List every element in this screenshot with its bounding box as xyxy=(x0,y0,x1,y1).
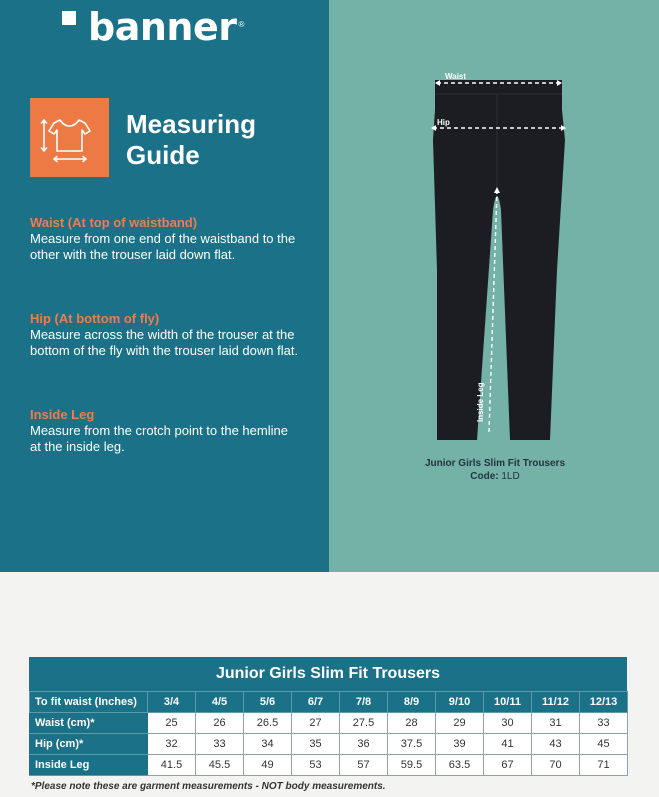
table-cell: 57 xyxy=(340,755,388,776)
row-label: To fit waist (Inches) xyxy=(30,692,148,713)
table-cell: 45 xyxy=(580,734,628,755)
table-cell: 49 xyxy=(244,755,292,776)
table-cell: 31 xyxy=(532,713,580,734)
waist-instruction-text: Measure from one end of the waistband to the other with the trouser laid down flat. xyxy=(30,231,296,262)
hip-instruction-text: Measure across the width of the trouser at the bottom of the fly with the trouser laid down flat. xyxy=(30,327,299,358)
hip-arrow-left xyxy=(431,125,436,131)
trousers-diagram xyxy=(425,70,575,450)
table-cell: 33 xyxy=(196,734,244,755)
table-cell: 41 xyxy=(484,734,532,755)
waist-instruction-title: Waist (At top of waistband) xyxy=(30,215,198,230)
table-cell: 7/8 xyxy=(340,692,388,713)
size-header-row xyxy=(30,692,628,713)
table-cell: 29 xyxy=(436,713,484,734)
product-code-label: Code: xyxy=(470,471,499,482)
title-line-1: Measuring xyxy=(126,109,257,139)
table-cell: 11/12 xyxy=(532,692,580,713)
table-cell: 6/7 xyxy=(292,692,340,713)
size-chart xyxy=(29,657,627,776)
table-cell: 27.5 xyxy=(340,713,388,734)
logo-square-mark xyxy=(62,11,76,25)
table-cell: 3/4 xyxy=(148,692,196,713)
table-cell: 10/11 xyxy=(484,692,532,713)
table-cell: 26.5 xyxy=(244,713,292,734)
garment-footnote: *Please note these are garment measurements - NOT body measurements. xyxy=(31,781,386,792)
table-cell: 39 xyxy=(436,734,484,755)
table-row xyxy=(30,734,628,755)
table-cell: 25 xyxy=(148,713,196,734)
logo-wordmark: banner xyxy=(88,5,237,49)
inside-leg-instruction xyxy=(30,407,300,455)
table-cell: 59.5 xyxy=(388,755,436,776)
table-cell: 9/10 xyxy=(436,692,484,713)
size-table xyxy=(29,691,628,776)
table-cell: 8/9 xyxy=(388,692,436,713)
banner-logo[interactable] xyxy=(62,5,245,49)
table-cell: 27 xyxy=(292,713,340,734)
product-name: Junior Girls Slim Fit Trousers xyxy=(424,458,566,469)
size-chart-title: Junior Girls Slim Fit Trousers xyxy=(29,657,627,691)
table-row xyxy=(30,755,628,776)
registered-mark: ® xyxy=(238,20,245,29)
table-cell: 45.5 xyxy=(196,755,244,776)
table-cell: 33 xyxy=(580,713,628,734)
table-cell: 70 xyxy=(532,755,580,776)
title-line-2: Guide xyxy=(126,140,200,170)
row-label: Inside Leg xyxy=(30,755,148,776)
inside-leg-instruction-title: Inside Leg xyxy=(30,407,95,422)
page-title xyxy=(126,109,256,171)
trousers-image xyxy=(433,80,565,440)
table-cell: 63.5 xyxy=(436,755,484,776)
table-cell: 32 xyxy=(148,734,196,755)
table-cell: 12/13 xyxy=(580,692,628,713)
table-cell: 5/6 xyxy=(244,692,292,713)
table-cell: 28 xyxy=(388,713,436,734)
table-cell: 4/5 xyxy=(196,692,244,713)
table-cell: 30 xyxy=(484,713,532,734)
table-cell: 37.5 xyxy=(388,734,436,755)
left-panel xyxy=(0,0,329,572)
table-cell: 26 xyxy=(196,713,244,734)
product-caption xyxy=(390,457,600,483)
row-label: Hip (cm)* xyxy=(30,734,148,755)
hip-diagram-label: Hip xyxy=(437,118,450,127)
table-cell: 71 xyxy=(580,755,628,776)
table-cell: 35 xyxy=(292,734,340,755)
inside-leg-diagram-label: Inside Leg xyxy=(476,382,485,422)
tshirt-measure-icon xyxy=(30,98,109,177)
table-cell: 53 xyxy=(292,755,340,776)
table-cell: 36 xyxy=(340,734,388,755)
table-cell: 67 xyxy=(484,755,532,776)
inside-leg-instruction-text: Measure from the crotch point to the hemline at the inside leg. xyxy=(30,423,288,454)
table-cell: 43 xyxy=(532,734,580,755)
waist-instruction xyxy=(30,215,300,263)
hip-instruction-title: Hip (At bottom of fly) xyxy=(30,311,160,326)
product-code: 1LD xyxy=(501,471,520,482)
row-label: Waist (cm)* xyxy=(30,713,148,734)
table-row xyxy=(30,713,628,734)
product-code-line xyxy=(390,470,600,483)
table-cell: 34 xyxy=(244,734,292,755)
hip-instruction xyxy=(30,311,300,359)
waist-diagram-label: Waist xyxy=(445,72,467,81)
table-cell: 41.5 xyxy=(148,755,196,776)
